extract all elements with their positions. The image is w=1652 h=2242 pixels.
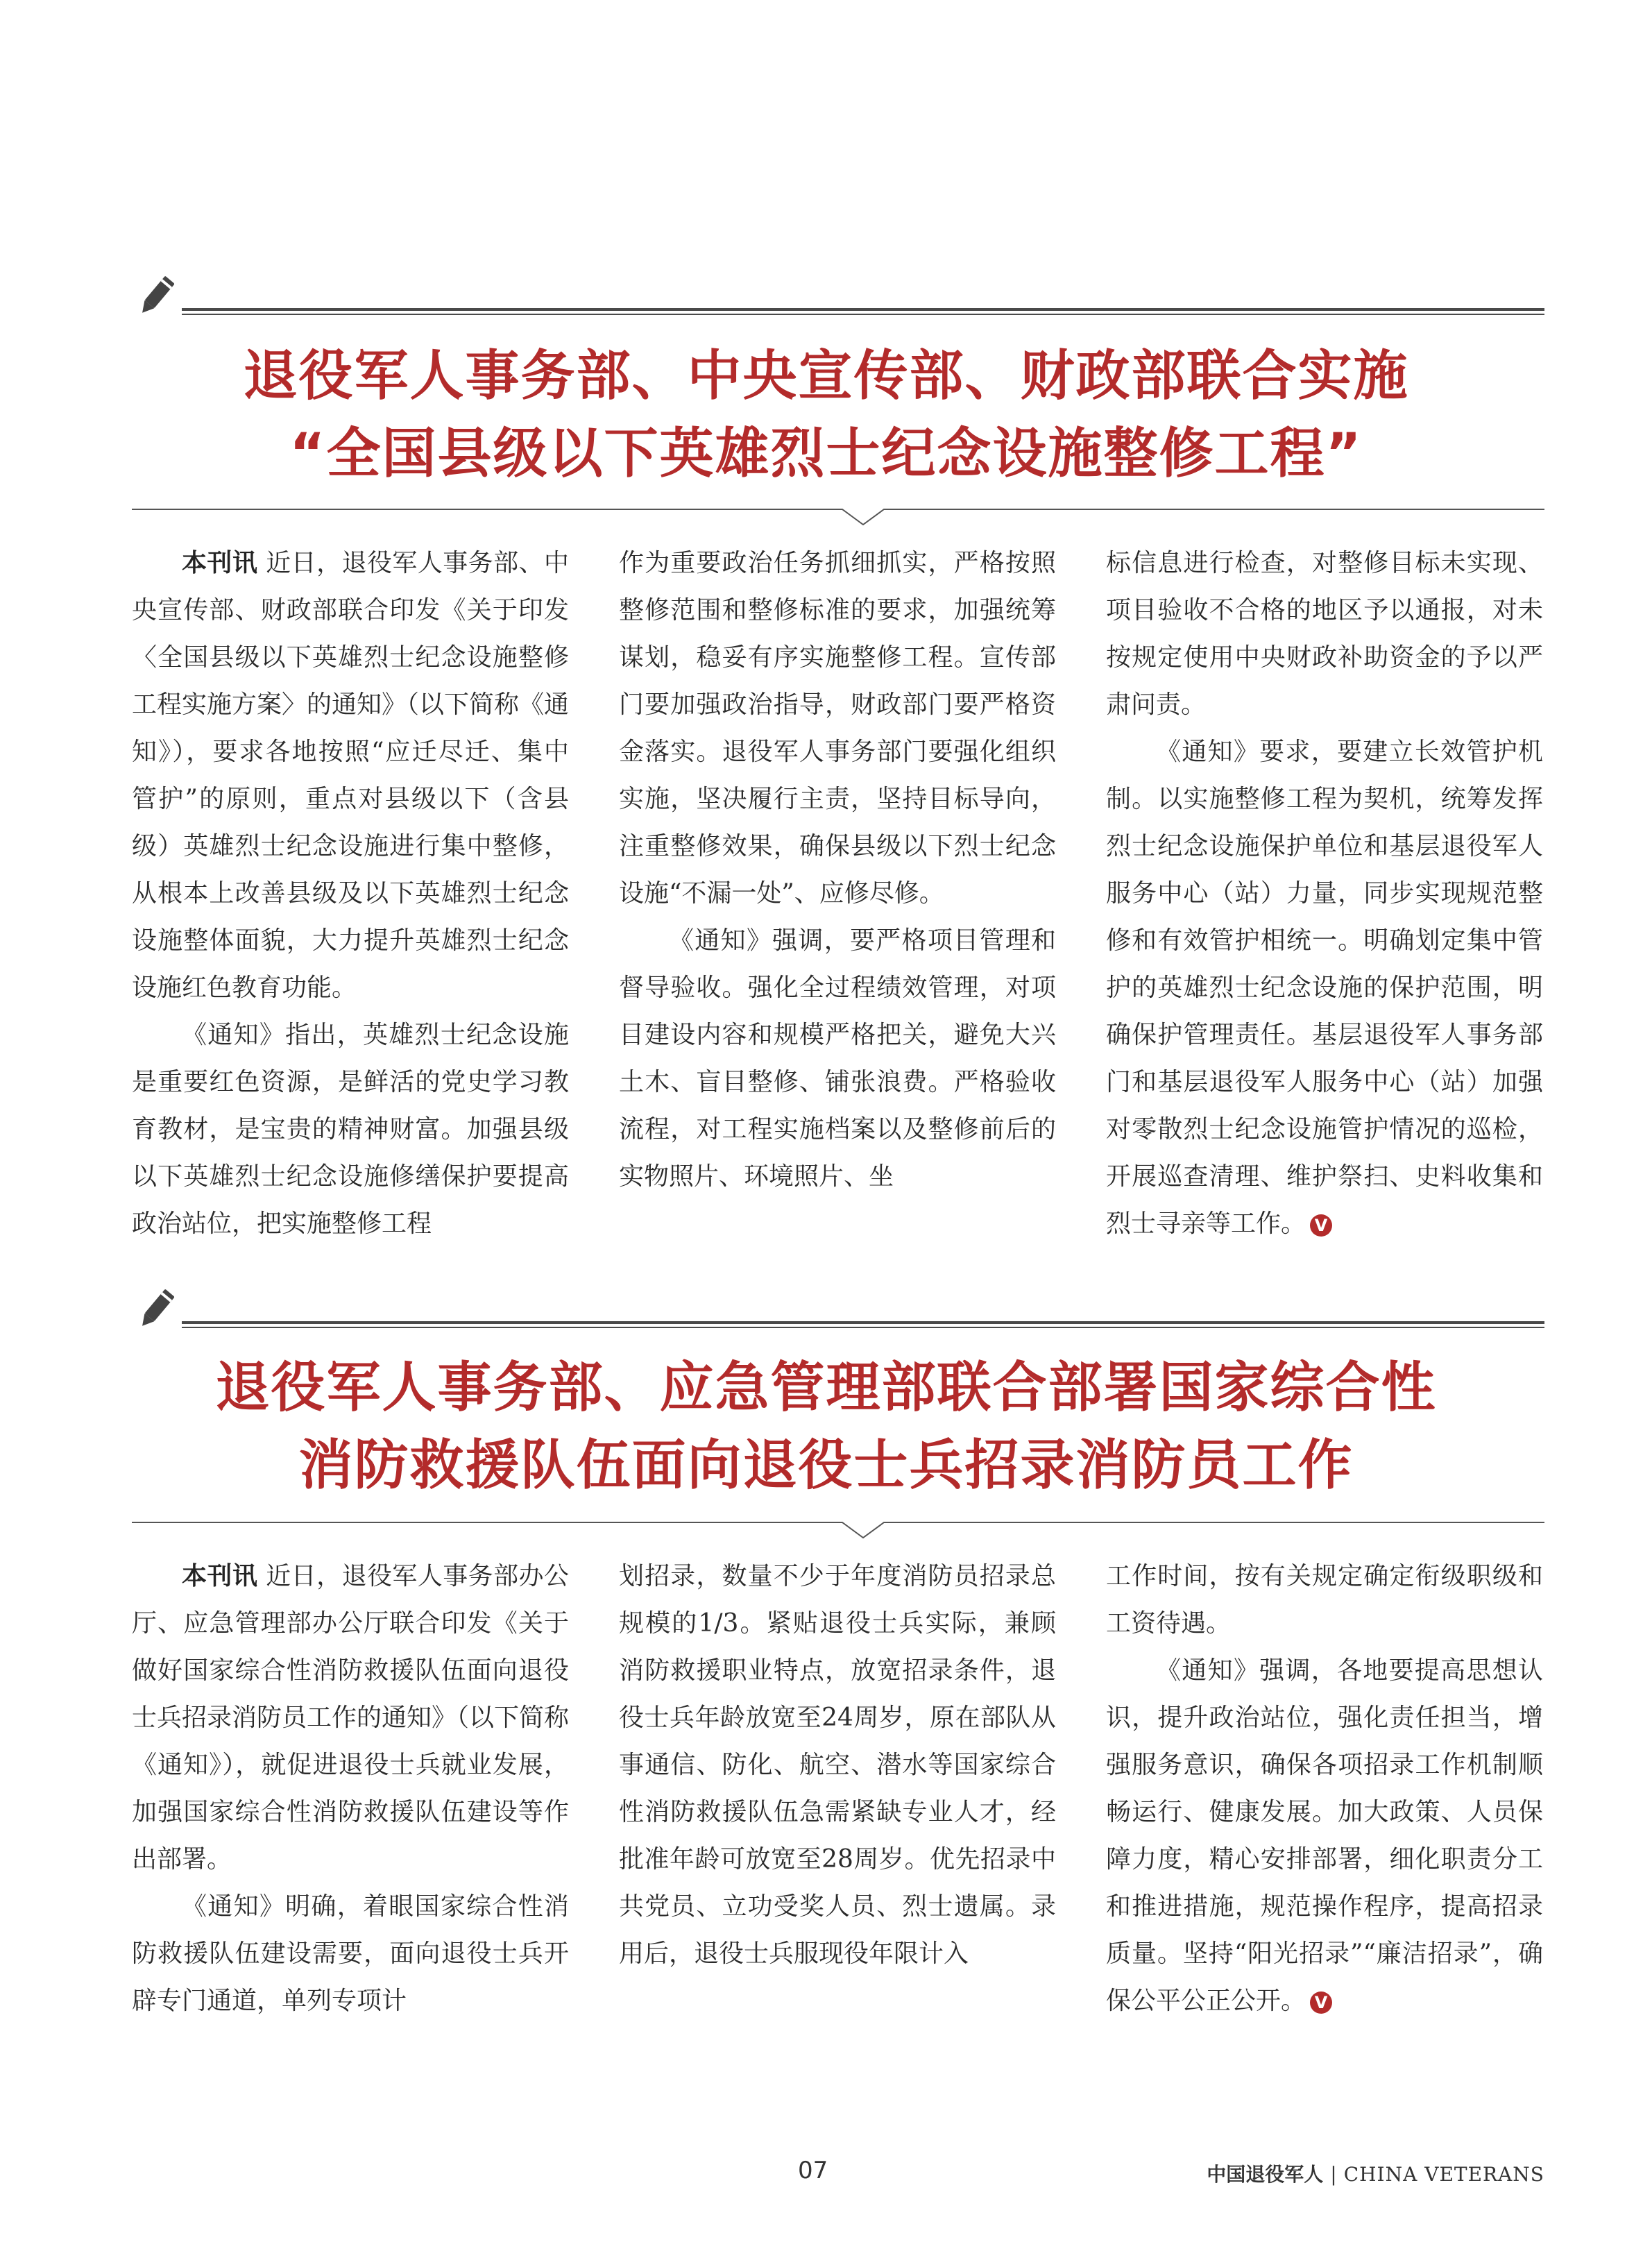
- article-title: [0, 337, 1652, 493]
- paragraph: 作为重要政治任务抓细抓实，严格按照整修范围和整修标准的要求，加强统筹谋划，稳妥有序实施整修工程。宣传部门要加强政治指导，财政部门要严格资金落实。退役军人事务部门要强化组织实施，坚决履行主责，坚持目标导向，注重整修效果，确保县级以下烈士纪念设施“不漏一处”、应修尽修。: [619, 549, 1056, 908]
- text-column-2: [619, 540, 1056, 1248]
- paragraph: 本刊讯 近日，退役军人事务部、中央宣传部、财政部联合印发《关于印发〈全国县级以下英雄烈士纪念设施整修工程实施方案〉的通知》（以下简称《通知》），要求各地按照“应迁尽迁、集中管护”的原则，重点对县级以下（含县级）英雄烈士纪念设施进行集中整修，从根本上改善县级及以下英雄烈士纪念设施整体面貌，大力提升英雄烈士纪念设施红色教育功能。: [132, 549, 570, 1002]
- section-rule: [182, 308, 1544, 315]
- lead-label: 本刊讯: [182, 1562, 258, 1590]
- text-column-3: [1106, 540, 1543, 1248]
- article-title-line2: “全国县级以下英雄烈士纪念设施整修工程”: [289, 423, 1363, 485]
- text-column-3: [1106, 1553, 1543, 2025]
- paragraph: 《通知》明确，着眼国家综合性消防救援队伍建设需要，面向退役士兵开辟专门通道，单列专项计: [132, 1892, 569, 2015]
- magazine-name: [1207, 2159, 1544, 2187]
- paragraph: 划招录，数量不少于年度消防员招录总规模的1/3。紧贴退役士兵实际，兼顾消防救援职业特点，放宽招录条件，退役士兵年龄放宽至24周岁，原在部队从事通信、防化、航空、潜水等国家综合性消防救援队伍急需紧缺专业人才，经批准年龄可放宽至28周岁。优先招录中共党员、立功受奖人员、烈士遗属。录用后，退役士兵服现役年限计入: [619, 1562, 1056, 1968]
- paragraph: 《通知》要求，要建立长效管护机制。以实施整修工程为契机，统筹发挥烈士纪念设施保护单位和基层退役军人服务中心（站）力量，同步实现规范整修和有效管护相统一。明确划定集中管护的英雄烈士纪念设施的保护范围，明确保护管理责任。基层退役军人事务部门和基层退役军人服务中心（站）加强对零散烈士纪念设施管护情况的巡检，开展巡查清理、维护祭扫、史料收集和烈士寻亲等工作。 V: [1106, 738, 1543, 1238]
- text-column-2: [619, 1553, 1056, 2025]
- article-body: [132, 540, 1544, 1248]
- title-divider: [132, 498, 1544, 526]
- paragraph: 《通知》强调，各地要提高思想认识，提升政治站位，强化责任担当，增强服务意识，确保各项招录工作机制顺畅运行、健康发展。加大政策、人员保障力度，精心安排部署，细化职责分工和推进措施，规范操作程序，提高招录质量。坚持“阳光招录”“廉洁招录”，确保公平公正公开。 V: [1106, 1656, 1543, 2015]
- footer-separator: |: [1330, 2163, 1337, 2186]
- end-mark-icon: V: [1310, 1214, 1332, 1237]
- paragraph: 工作时间，按有关规定确定衔级职级和工资待遇。: [1106, 1562, 1543, 1638]
- pencil-icon: [132, 1285, 180, 1334]
- magazine-name-en: CHINA VETERANS: [1343, 2163, 1544, 2186]
- paragraph: 标信息进行检查，对整修目标未实现、项目验收不合格的地区予以通报，对未按规定使用中央财政补助资金的予以严肃问责。: [1106, 549, 1543, 719]
- page-footer: [0, 2157, 1652, 2191]
- page-number: 07: [798, 2157, 828, 2184]
- section-rule: [182, 1321, 1544, 1328]
- pencil-icon: [132, 272, 180, 321]
- text-column-1: [132, 1553, 569, 2025]
- paragraph: 《通知》强调，要严格项目管理和督导验收。强化全过程绩效管理，对项目建设内容和规模严格把关，避免大兴土木、盲目整修、铺张浪费。严格验收流程，对工程实施档案以及整修前后的实物照片、环境照片、坐: [619, 926, 1056, 1191]
- end-mark-icon: V: [1310, 1992, 1332, 2014]
- magazine-name-cn: 中国退役军人: [1207, 2163, 1324, 2186]
- article-title-line1: 退役军人事务部、中央宣传部、财政部联合实施: [243, 345, 1409, 407]
- title-divider: [132, 1511, 1544, 1539]
- article-body: [132, 1553, 1544, 2025]
- article-title-line2: 消防救援队伍面向退役士兵招录消防员工作: [298, 1434, 1354, 1497]
- article-title-line1: 退役军人事务部、应急管理部联合部署国家综合性: [215, 1357, 1437, 1419]
- paragraph: 《通知》指出，英雄烈士纪念设施是重要红色资源，是鲜活的党史学习教育教材，是宝贵的精神财富。加强县级以下英雄烈士纪念设施修缮保护要提高政治站位，把实施整修工程: [132, 1021, 569, 1238]
- lead-label: 本刊讯: [182, 549, 258, 577]
- article-title: [0, 1349, 1652, 1504]
- text-column-1: [132, 540, 569, 1248]
- paragraph: 本刊讯 近日，退役军人事务部办公厅、应急管理部办公厅联合印发《关于做好国家综合性消防救援队伍面向退役士兵招录消防员工作的通知》（以下简称《通知》），就促进退役士兵就业发展，加强国家综合性消防救援队伍建设等作出部署。: [132, 1562, 570, 1874]
